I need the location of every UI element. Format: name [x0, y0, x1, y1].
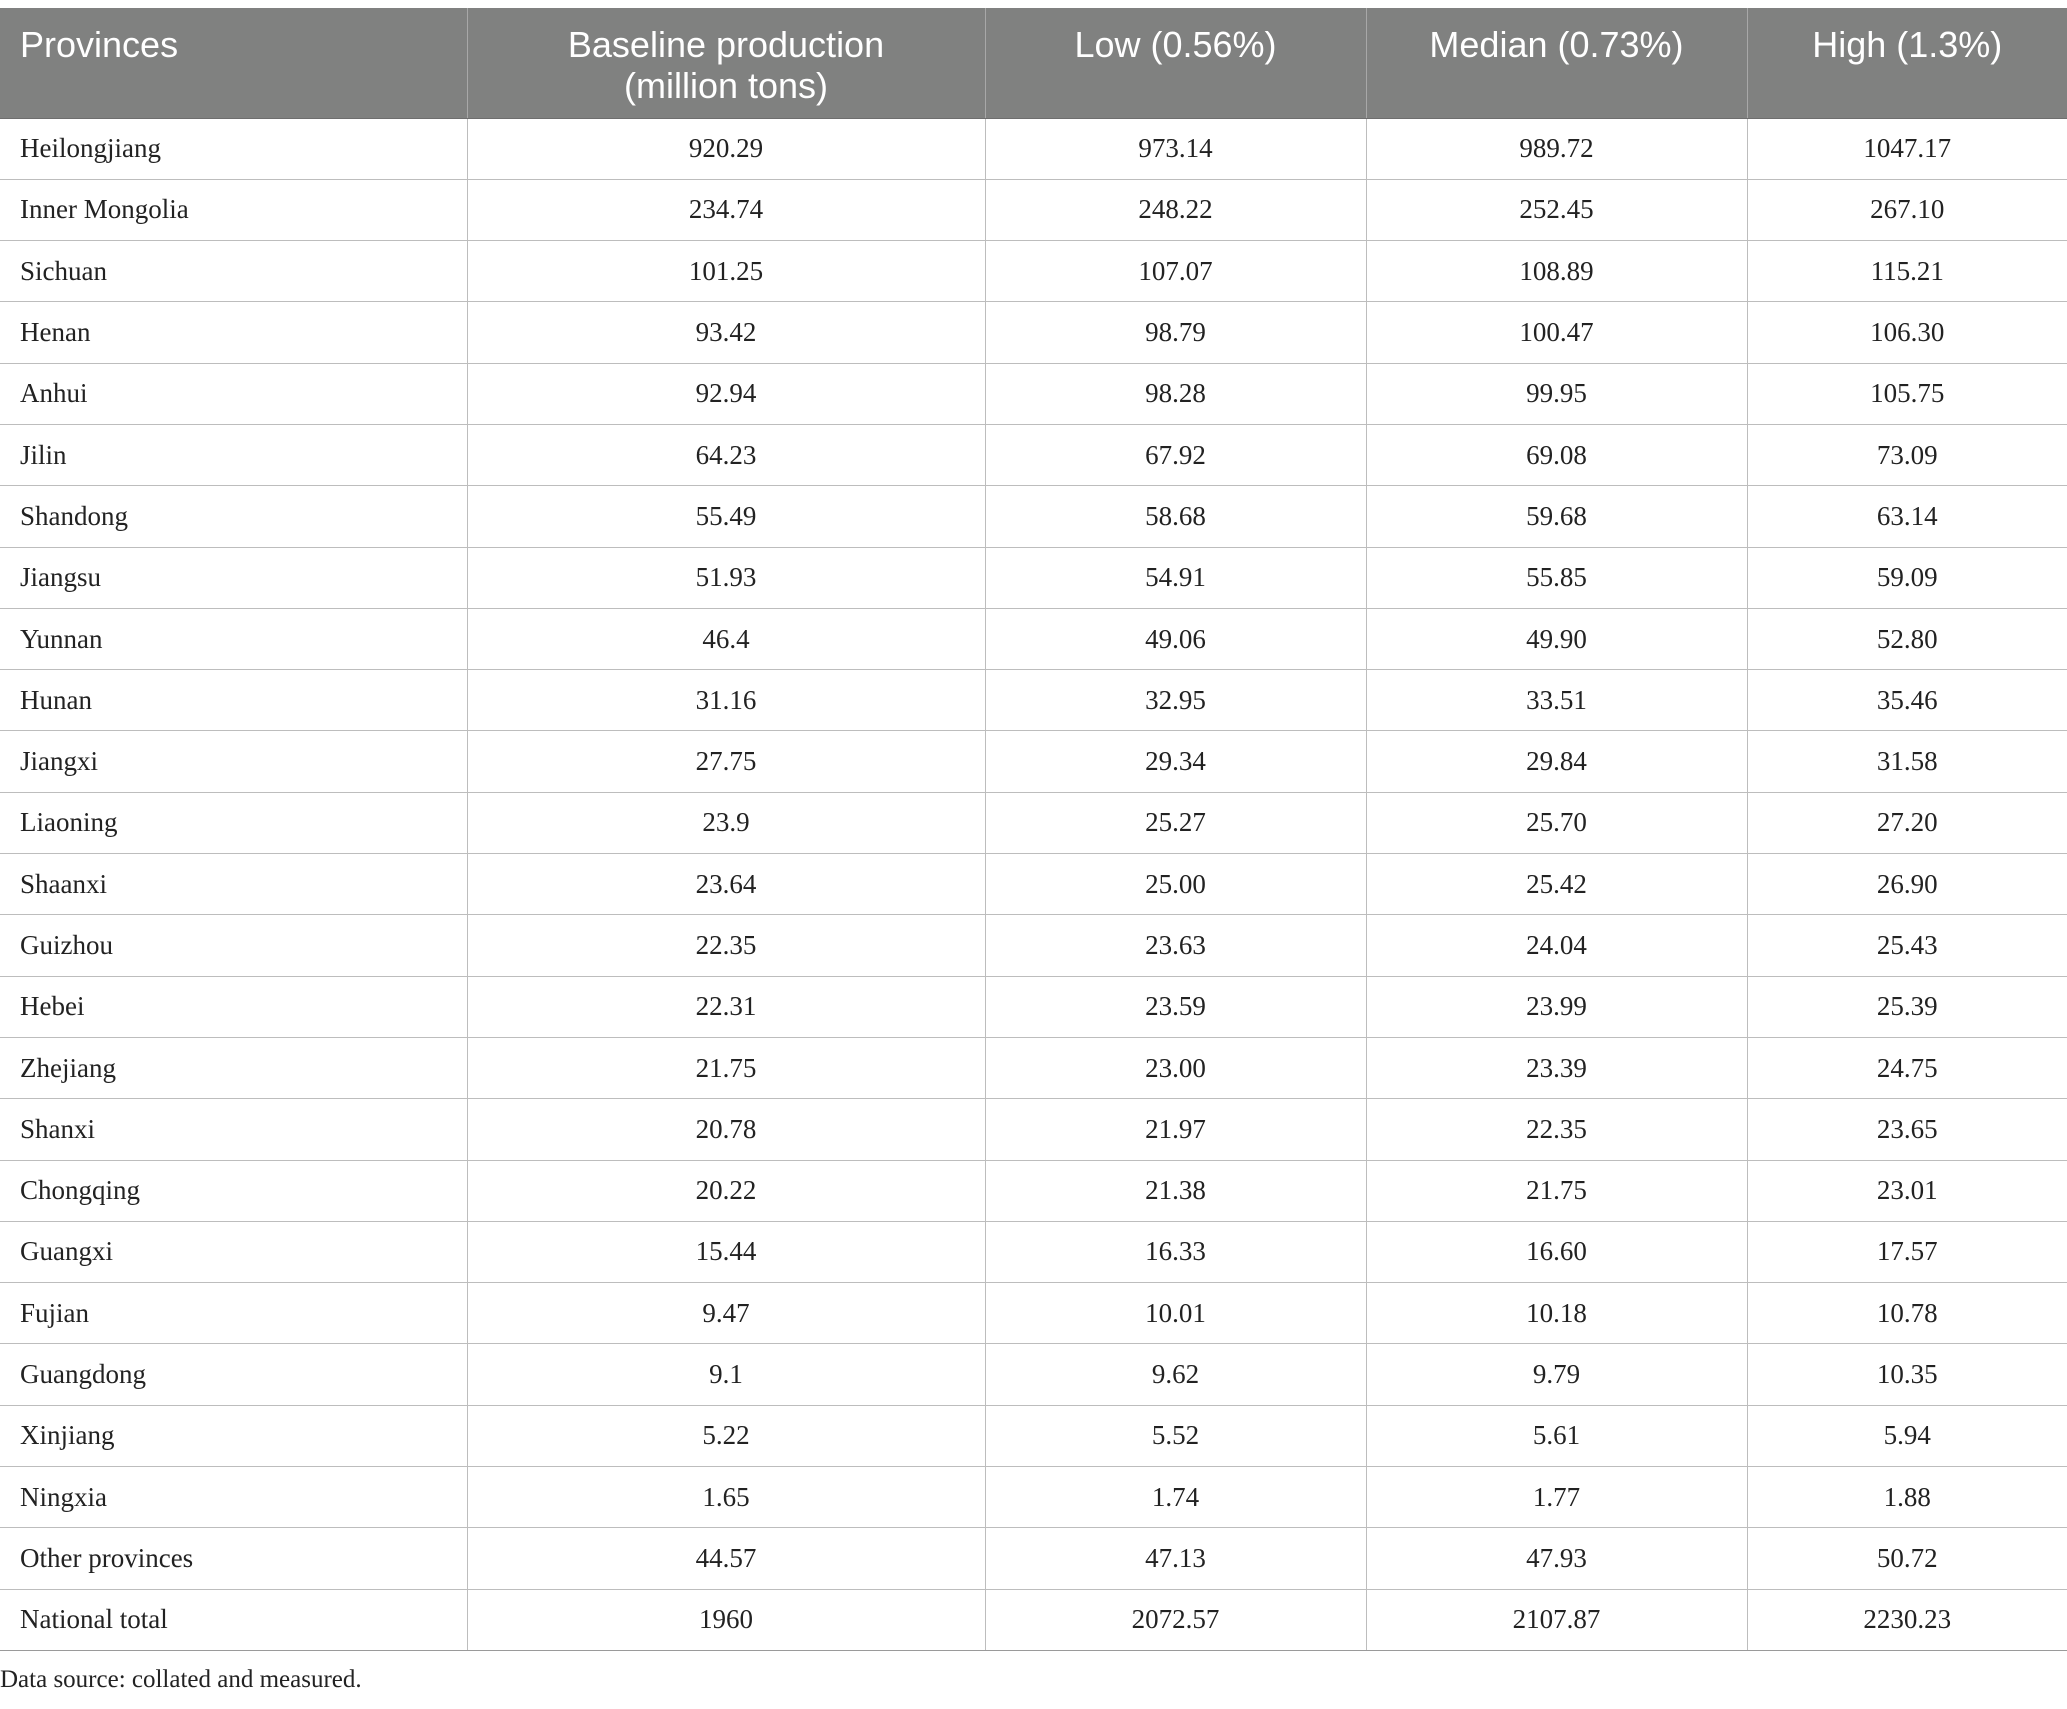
cell-baseline: 93.42 [467, 302, 985, 363]
cell-median: 59.68 [1366, 486, 1747, 547]
cell-high: 23.65 [1747, 1099, 2067, 1160]
cell-province: National total [0, 1589, 467, 1650]
header-baseline-line1: Baseline production [567, 24, 885, 65]
table-row [0, 1221, 2067, 1282]
cell-baseline: 44.57 [467, 1528, 985, 1589]
cell-province: Liaoning [0, 792, 467, 853]
cell-low: 23.59 [985, 976, 1366, 1037]
cell-high: 31.58 [1747, 731, 2067, 792]
cell-median: 23.39 [1366, 1037, 1747, 1098]
cell-baseline: 1.65 [467, 1467, 985, 1528]
cell-high: 1047.17 [1747, 118, 2067, 179]
cell-median: 23.99 [1366, 976, 1747, 1037]
cell-baseline: 31.16 [467, 670, 985, 731]
cell-high: 73.09 [1747, 424, 2067, 485]
cell-high: 10.78 [1747, 1283, 2067, 1344]
cell-median: 24.04 [1366, 915, 1747, 976]
cell-median: 21.75 [1366, 1160, 1747, 1221]
cell-baseline: 27.75 [467, 731, 985, 792]
cell-low: 54.91 [985, 547, 1366, 608]
cell-median: 69.08 [1366, 424, 1747, 485]
cell-low: 9.62 [985, 1344, 1366, 1405]
production-table [0, 8, 2067, 1651]
cell-high: 35.46 [1747, 670, 2067, 731]
cell-high: 59.09 [1747, 547, 2067, 608]
cell-low: 98.79 [985, 302, 1366, 363]
cell-baseline: 23.9 [467, 792, 985, 853]
cell-province: Shaanxi [0, 854, 467, 915]
cell-high: 2230.23 [1747, 1589, 2067, 1650]
cell-low: 98.28 [985, 363, 1366, 424]
cell-median: 989.72 [1366, 118, 1747, 179]
header-high: High (1.3%) [1747, 8, 2067, 118]
table-row [0, 854, 2067, 915]
cell-median: 9.79 [1366, 1344, 1747, 1405]
cell-province: Guizhou [0, 915, 467, 976]
cell-median: 2107.87 [1366, 1589, 1747, 1650]
cell-median: 100.47 [1366, 302, 1747, 363]
table-row [0, 1344, 2067, 1405]
cell-low: 29.34 [985, 731, 1366, 792]
cell-baseline: 920.29 [467, 118, 985, 179]
cell-baseline: 23.64 [467, 854, 985, 915]
cell-province: Shandong [0, 486, 467, 547]
cell-baseline: 15.44 [467, 1221, 985, 1282]
cell-high: 115.21 [1747, 241, 2067, 302]
cell-province: Sichuan [0, 241, 467, 302]
table-row [0, 608, 2067, 669]
cell-province: Other provinces [0, 1528, 467, 1589]
table-row [0, 1037, 2067, 1098]
cell-baseline: 1960 [467, 1589, 985, 1650]
cell-low: 10.01 [985, 1283, 1366, 1344]
cell-province: Heilongjiang [0, 118, 467, 179]
cell-median: 49.90 [1366, 608, 1747, 669]
table-row [0, 547, 2067, 608]
table-row [0, 792, 2067, 853]
cell-low: 32.95 [985, 670, 1366, 731]
cell-province: Inner Mongolia [0, 179, 467, 240]
cell-high: 1.88 [1747, 1467, 2067, 1528]
cell-high: 106.30 [1747, 302, 2067, 363]
cell-baseline: 64.23 [467, 424, 985, 485]
cell-low: 23.63 [985, 915, 1366, 976]
cell-high: 26.90 [1747, 854, 2067, 915]
table-row [0, 241, 2067, 302]
cell-low: 25.00 [985, 854, 1366, 915]
table-header [0, 8, 2067, 118]
header-median: Median (0.73%) [1366, 8, 1747, 118]
cell-baseline: 92.94 [467, 363, 985, 424]
cell-high: 25.43 [1747, 915, 2067, 976]
cell-baseline: 51.93 [467, 547, 985, 608]
cell-baseline: 46.4 [467, 608, 985, 669]
cell-median: 99.95 [1366, 363, 1747, 424]
cell-baseline: 22.35 [467, 915, 985, 976]
cell-high: 50.72 [1747, 1528, 2067, 1589]
data-table-container [0, 8, 2067, 1651]
cell-median: 47.93 [1366, 1528, 1747, 1589]
cell-low: 248.22 [985, 179, 1366, 240]
cell-low: 5.52 [985, 1405, 1366, 1466]
header-low: Low (0.56%) [985, 8, 1366, 118]
cell-high: 267.10 [1747, 179, 2067, 240]
cell-median: 108.89 [1366, 241, 1747, 302]
cell-low: 21.97 [985, 1099, 1366, 1160]
cell-high: 52.80 [1747, 608, 2067, 669]
cell-province: Yunnan [0, 608, 467, 669]
cell-province: Guangdong [0, 1344, 467, 1405]
table-body [0, 118, 2067, 1650]
cell-low: 2072.57 [985, 1589, 1366, 1650]
cell-province: Hunan [0, 670, 467, 731]
cell-median: 33.51 [1366, 670, 1747, 731]
cell-low: 67.92 [985, 424, 1366, 485]
cell-low: 49.06 [985, 608, 1366, 669]
cell-median: 29.84 [1366, 731, 1747, 792]
footnote: Data source: collated and measured. [0, 1666, 362, 1693]
cell-low: 21.38 [985, 1160, 1366, 1221]
cell-high: 5.94 [1747, 1405, 2067, 1466]
table-row [0, 1283, 2067, 1344]
header-row [0, 8, 2067, 118]
cell-high: 105.75 [1747, 363, 2067, 424]
cell-baseline: 101.25 [467, 241, 985, 302]
cell-high: 63.14 [1747, 486, 2067, 547]
cell-province: Jilin [0, 424, 467, 485]
table-row [0, 1528, 2067, 1589]
header-provinces: Provinces [0, 8, 467, 118]
cell-low: 23.00 [985, 1037, 1366, 1098]
cell-province: Fujian [0, 1283, 467, 1344]
cell-province: Shanxi [0, 1099, 467, 1160]
cell-high: 10.35 [1747, 1344, 2067, 1405]
cell-median: 16.60 [1366, 1221, 1747, 1282]
cell-low: 25.27 [985, 792, 1366, 853]
table-row [0, 1099, 2067, 1160]
cell-baseline: 55.49 [467, 486, 985, 547]
header-baseline-line2: (million tons) [623, 65, 829, 106]
cell-province: Jiangsu [0, 547, 467, 608]
cell-low: 973.14 [985, 118, 1366, 179]
cell-province: Guangxi [0, 1221, 467, 1282]
table-row [0, 363, 2067, 424]
cell-province: Anhui [0, 363, 467, 424]
cell-low: 1.74 [985, 1467, 1366, 1528]
table-row [0, 424, 2067, 485]
cell-province: Chongqing [0, 1160, 467, 1221]
cell-low: 47.13 [985, 1528, 1366, 1589]
cell-median: 10.18 [1366, 1283, 1747, 1344]
table-row [0, 731, 2067, 792]
table-row [0, 179, 2067, 240]
cell-baseline: 234.74 [467, 179, 985, 240]
cell-province: Henan [0, 302, 467, 363]
cell-province: Jiangxi [0, 731, 467, 792]
cell-median: 55.85 [1366, 547, 1747, 608]
cell-low: 16.33 [985, 1221, 1366, 1282]
cell-high: 17.57 [1747, 1221, 2067, 1282]
table-row [0, 1160, 2067, 1221]
cell-high: 23.01 [1747, 1160, 2067, 1221]
cell-baseline: 20.22 [467, 1160, 985, 1221]
table-row [0, 976, 2067, 1037]
cell-low: 107.07 [985, 241, 1366, 302]
cell-baseline: 20.78 [467, 1099, 985, 1160]
table-row [0, 486, 2067, 547]
cell-baseline: 9.47 [467, 1283, 985, 1344]
header-baseline-production [467, 8, 985, 118]
cell-high: 25.39 [1747, 976, 2067, 1037]
cell-province: Hebei [0, 976, 467, 1037]
cell-baseline: 9.1 [467, 1344, 985, 1405]
table-row [0, 1589, 2067, 1650]
cell-median: 252.45 [1366, 179, 1747, 240]
table-row [0, 915, 2067, 976]
table-row [0, 670, 2067, 731]
cell-province: Ningxia [0, 1467, 467, 1528]
cell-high: 27.20 [1747, 792, 2067, 853]
cell-baseline: 5.22 [467, 1405, 985, 1466]
table-row [0, 302, 2067, 363]
table-row [0, 118, 2067, 179]
cell-province: Xinjiang [0, 1405, 467, 1466]
table-row [0, 1467, 2067, 1528]
cell-median: 25.42 [1366, 854, 1747, 915]
cell-median: 25.70 [1366, 792, 1747, 853]
cell-high: 24.75 [1747, 1037, 2067, 1098]
table-row [0, 1405, 2067, 1466]
cell-median: 5.61 [1366, 1405, 1747, 1466]
cell-baseline: 21.75 [467, 1037, 985, 1098]
cell-median: 1.77 [1366, 1467, 1747, 1528]
cell-low: 58.68 [985, 486, 1366, 547]
cell-median: 22.35 [1366, 1099, 1747, 1160]
cell-baseline: 22.31 [467, 976, 985, 1037]
cell-province: Zhejiang [0, 1037, 467, 1098]
